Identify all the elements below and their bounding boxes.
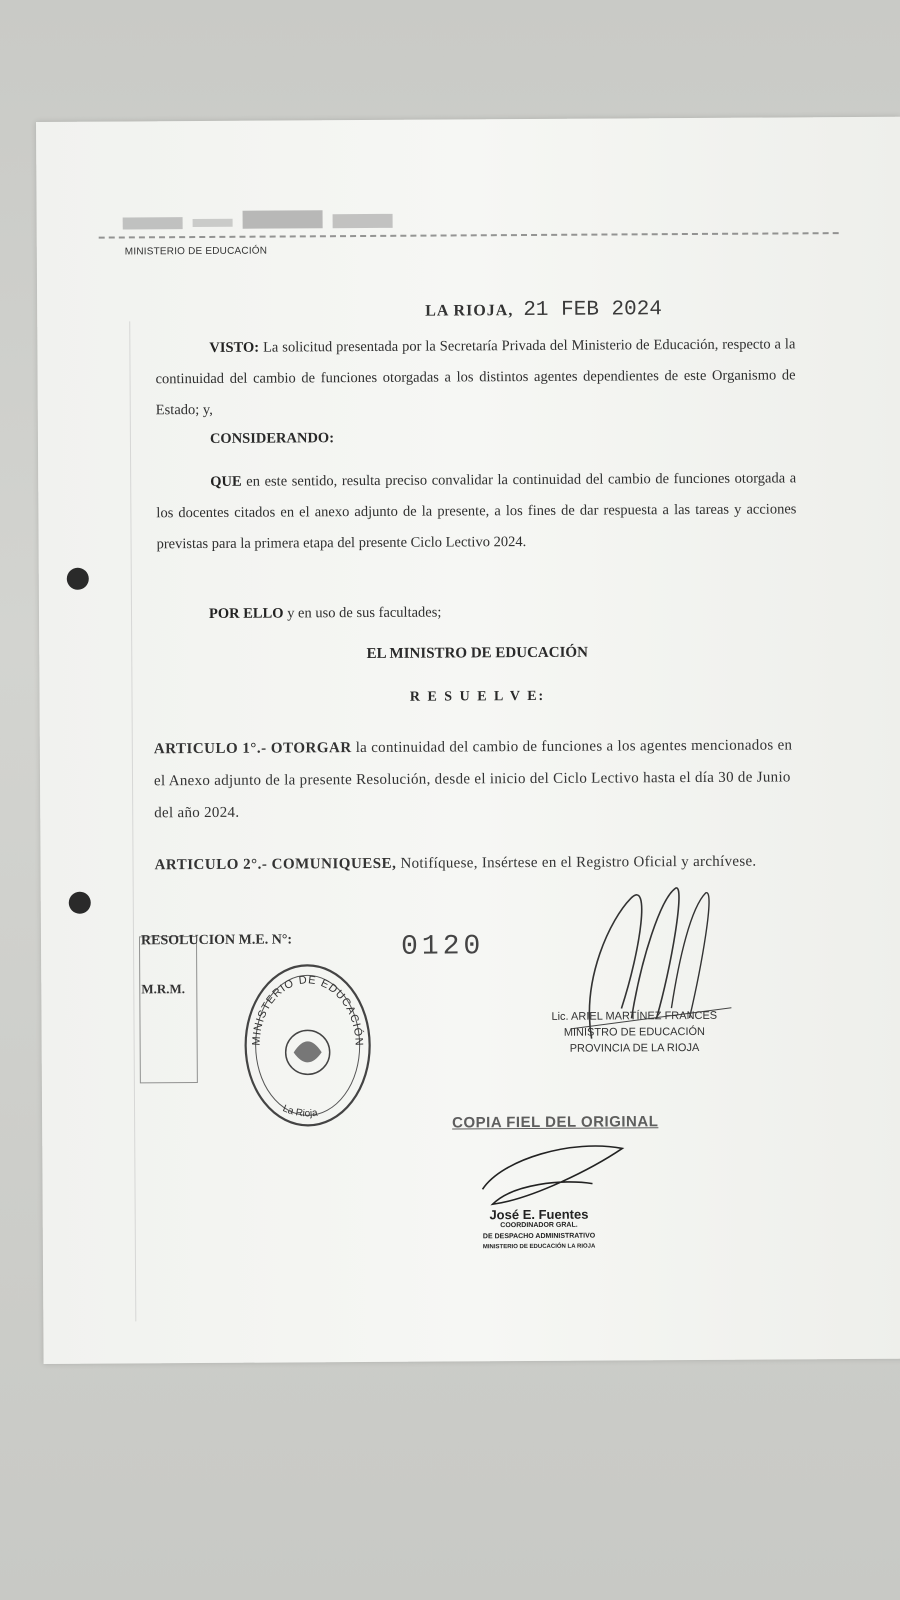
- minister-signature-block: [551, 1008, 717, 1057]
- por-ello-paragraph: [157, 595, 797, 630]
- por-ello-text: y en uso de sus facultades;: [287, 604, 442, 622]
- minister-title: EL MINISTRO DE EDUCACIÓN: [366, 644, 588, 662]
- minister-province: PROVINCIA DE LA RIOJA: [569, 1041, 700, 1055]
- coordinator-line-2: DE DESPACHO ADMINISTRATIVO: [482, 1232, 596, 1241]
- date-line: [425, 298, 662, 322]
- que-label: QUE: [210, 473, 242, 490]
- date-place: LA RIOJA,: [425, 302, 514, 320]
- visto-paragraph: [155, 329, 796, 426]
- margin-line: [129, 321, 136, 1321]
- mrm-initials: M.R.M.: [141, 981, 186, 997]
- coordinator-name: José E. Fuentes: [489, 1206, 589, 1223]
- coordinator-block: [482, 1206, 596, 1254]
- svg-text:La Rioja: [281, 1103, 319, 1120]
- resolution-label: RESOLUCION M.E. N°:: [140, 932, 293, 949]
- initials-box: [139, 936, 198, 1083]
- coordinator-line-1: COORDINADOR GRAL.: [500, 1221, 578, 1230]
- copy-stamp: COPIA FIEL DEL ORIGINAL: [452, 1113, 659, 1132]
- articulo-2-label: ARTICULO 2°.- COMUNIQUESE,: [154, 855, 397, 874]
- coordinator-signature: [472, 1128, 642, 1209]
- considerando-text: en este sentido, resulta preciso convalidar la continuidad del cambio de funciones otorgada a los docentes citados en el anexo adjunto de la presente, a los fines de dar respuesta a las tareas y acciones previstas para la primera etapa del presente Ciclo Lectivo 2024.: [156, 470, 797, 553]
- resolution-number: 0120: [400, 931, 485, 963]
- coordinator-line-3: MINISTERIO DE EDUCACIÓN LA RIOJA: [482, 1243, 596, 1251]
- seal-bottom-text: La Rioja: [280, 1103, 319, 1120]
- articulo-1-text: la continuidad del cambio de funciones a los agentes mencionados en el Anexo adjunto de la presente Resolución, desde el inicio del Ciclo Lectivo hasta el día 30 de Junio del año 2024.: [153, 737, 793, 822]
- date-stamp: 21 FEB 2024: [523, 298, 662, 323]
- considerando-heading: CONSIDERANDO:: [209, 430, 335, 447]
- por-ello-label: POR ELLO: [208, 605, 284, 622]
- visto-text: La solicitud presentada por la Secretaría Privada del Ministerio de Educación, respecto a la continuidad del cambio de funciones otorgadas a los distintos agentes dependientes de este Organismo de Estado; y,: [155, 336, 796, 419]
- punch-hole-bottom: [69, 892, 91, 914]
- articulo-1-label: ARTICULO 1°.- OTORGAR: [153, 740, 352, 758]
- resuelve-heading: R E S U E L V E:: [409, 688, 546, 705]
- considerando-paragraph: [156, 463, 797, 560]
- seal-top-text: MINISTERIO DE EDUCACIÓN: [250, 974, 365, 1047]
- minister-title-line: MINISTRO DE EDUCACIÓN: [563, 1025, 706, 1039]
- minister-name: Lic. ARIEL MARTÍNEZ FRANCES: [551, 1009, 718, 1023]
- letterhead-smudge: [123, 208, 443, 236]
- document-sheet: [36, 117, 900, 1364]
- ministry-header: MINISTERIO DE EDUCACIÓN: [124, 245, 268, 258]
- articulo-2-text: Notifíquese, Insértese en el Registro Oficial y archívese.: [400, 853, 757, 872]
- ministry-seal: [241, 960, 374, 1131]
- articulo-1: [154, 729, 795, 829]
- visto-label: VISTO:: [209, 339, 260, 356]
- punch-hole-top: [67, 568, 89, 590]
